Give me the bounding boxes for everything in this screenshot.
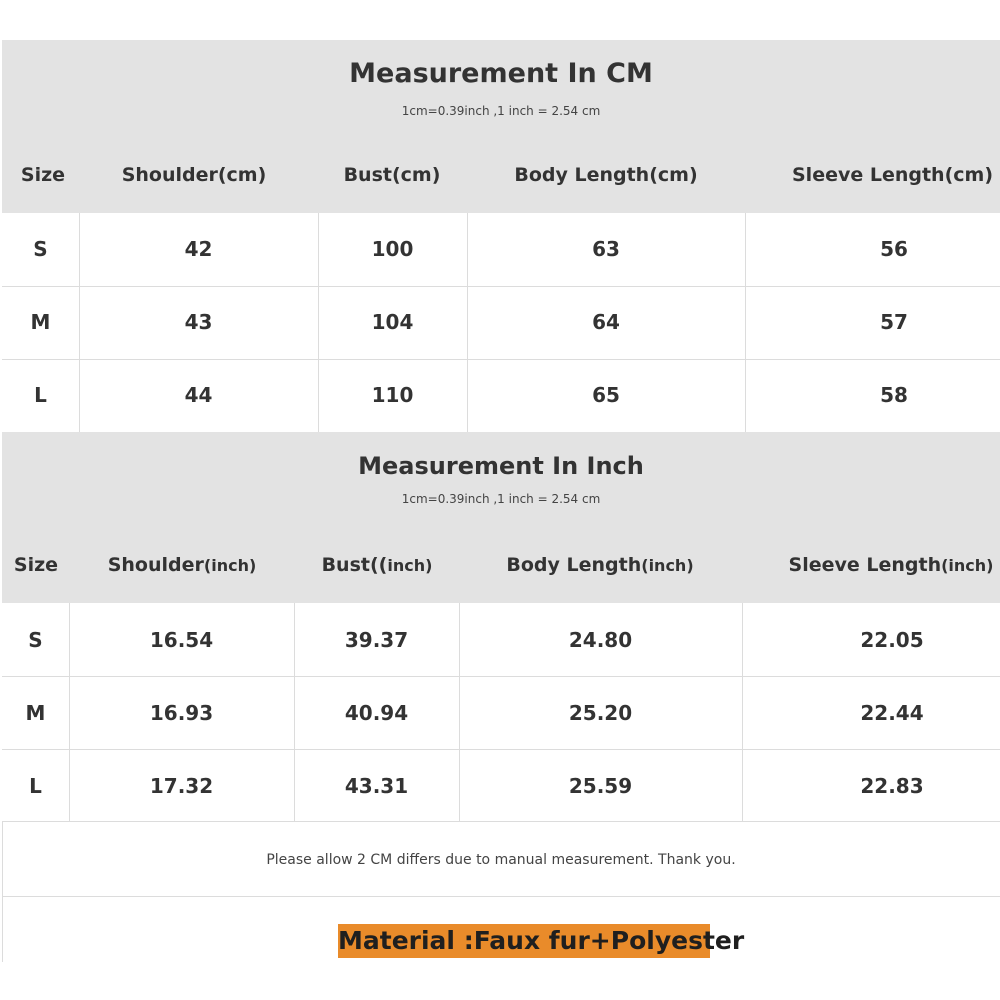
row-divider — [2, 821, 1000, 822]
inch-cell-body-length: 25.20 — [568, 701, 633, 725]
size-chart — [2, 40, 1000, 962]
cm-table-body — [2, 213, 1000, 432]
cm-header-body-length: Body Length(cm) — [514, 164, 698, 186]
inch-header-shoulder-unit: (inch) — [203, 556, 257, 575]
cm-cell-bust: 100 — [371, 237, 414, 261]
inch-cell-sleeve-length: 22.83 — [860, 774, 924, 798]
inch-table-body — [2, 603, 1000, 822]
footer-left-border — [2, 822, 3, 962]
inch-header-sleeve-length-unit: (inch) — [941, 556, 994, 575]
measurement-note: Please allow 2 CM differs due to manual measurement. Thank you. — [266, 852, 736, 868]
inch-header-body-length — [478, 554, 722, 576]
inch-cell-shoulder: 16.54 — [149, 628, 214, 652]
inch-table-subtitle: 1cm=0.39inch ,1 inch = 2.54 cm — [401, 492, 601, 506]
inch-cell-sleeve-length: 22.05 — [860, 628, 924, 652]
cm-cell-size: M — [30, 310, 51, 334]
cm-table-subtitle: 1cm=0.39inch ,1 inch = 2.54 cm — [401, 104, 601, 118]
cm-cell-body-length: 64 — [592, 310, 620, 334]
inch-header-body-length-label: Body Length — [506, 554, 642, 576]
inch-header-sleeve-length-label: Sleeve Length — [788, 554, 942, 576]
inch-header-shoulder-label: Shoulder — [107, 554, 204, 576]
cm-cell-size: L — [34, 383, 47, 407]
cm-cell-shoulder: 43 — [184, 310, 213, 334]
inch-cell-body-length: 25.59 — [568, 774, 633, 798]
cm-cell-sleeve-length: 57 — [880, 310, 908, 334]
cm-cell-sleeve-length: 58 — [880, 383, 908, 407]
inch-header-bust — [302, 554, 452, 576]
footer-divider — [2, 896, 1000, 897]
material-label: Material :Faux fur+Polyester — [338, 924, 710, 958]
inch-cell-bust: 40.94 — [344, 701, 409, 725]
inch-header-shoulder — [82, 554, 282, 576]
cm-cell-sleeve-length: 56 — [880, 237, 908, 261]
row-divider — [2, 749, 1000, 750]
inch-cell-size: L — [29, 774, 42, 798]
cm-cell-bust: 104 — [371, 310, 414, 334]
inch-cell-shoulder: 17.32 — [149, 774, 214, 798]
cm-header-shoulder: Shoulder(cm) — [121, 164, 267, 186]
cm-cell-shoulder: 42 — [184, 237, 213, 261]
cm-table-title: Measurement In CM — [349, 58, 653, 89]
inch-header-size — [2, 554, 70, 576]
inch-cell-size: S — [28, 628, 43, 652]
cm-cell-bust: 110 — [371, 383, 414, 407]
cm-header-bust: Bust(cm) — [343, 164, 441, 186]
inch-header-body-length-unit: (inch) — [641, 556, 694, 575]
inch-cell-shoulder: 16.93 — [149, 701, 214, 725]
cm-cell-body-length: 63 — [592, 237, 620, 261]
cm-header-panel — [2, 40, 1000, 213]
row-divider — [2, 286, 1000, 287]
row-divider — [2, 359, 1000, 360]
inch-cell-sleeve-length: 22.44 — [860, 701, 924, 725]
inch-header-bust-unit: inch) — [387, 556, 433, 575]
inch-header-size-label: Size — [13, 554, 59, 576]
cm-cell-size: S — [33, 237, 48, 261]
cm-cell-body-length: 65 — [592, 383, 620, 407]
inch-header-sleeve-length — [776, 554, 1000, 576]
row-divider — [2, 676, 1000, 677]
cm-header-size: Size — [20, 164, 66, 186]
inch-table-title: Measurement In Inch — [358, 452, 644, 480]
inch-cell-bust: 43.31 — [344, 774, 409, 798]
inch-header-bust-label: Bust(( — [321, 554, 388, 576]
inch-cell-body-length: 24.80 — [568, 628, 633, 652]
inch-header-panel — [2, 432, 1000, 603]
cm-cell-shoulder: 44 — [184, 383, 213, 407]
inch-cell-size: M — [25, 701, 46, 725]
inch-cell-bust: 39.37 — [344, 628, 409, 652]
cm-header-sleeve-length: Sleeve Length(cm) — [792, 164, 994, 186]
